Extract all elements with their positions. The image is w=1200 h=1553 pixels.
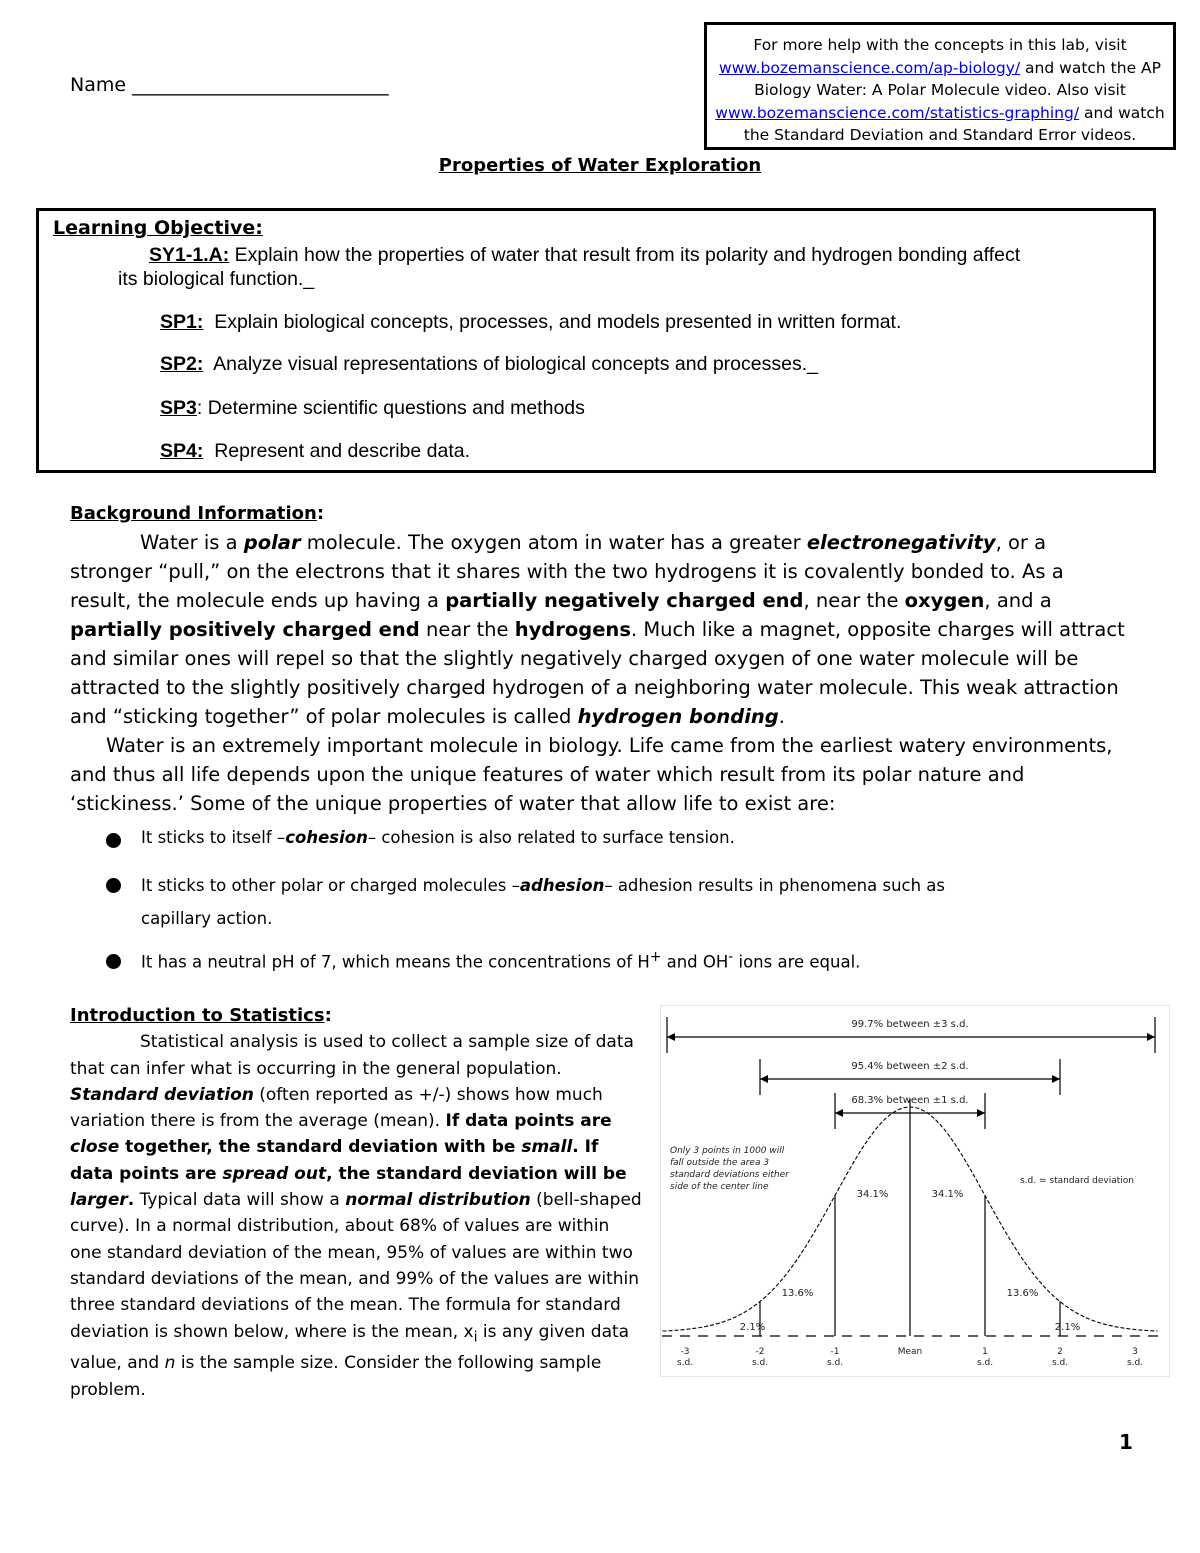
sp2-code: SP2: <box>160 353 204 375</box>
stat-text: Typical data will show a <box>134 1190 346 1211</box>
help-line-3: Biology Water: A Polar Molecule video. Also visit <box>754 81 1126 99</box>
region-label: 13.6% <box>1006 1288 1039 1299</box>
stat-text: (bell-shaped curve). In a normal distribution, about 68% of values are within one standard deviation of the mean, 95% of values are within two standard deviations of the mean, and 99% of the values are within three standard deviations of the mean. The formula for standard deviation is shown below, where is the mean, x <box>70 1190 642 1342</box>
stat-bold: . <box>127 1190 135 1211</box>
page-number: 1 <box>1119 1430 1133 1454</box>
statistics-heading-text: Introduction to Statistics <box>70 1005 325 1026</box>
sp2-line <box>160 353 818 376</box>
sp1-code: SP1: <box>160 311 204 333</box>
term-hydrogens: hydrogens <box>514 618 631 641</box>
bullet-icon <box>106 833 121 848</box>
normal-distribution-chart <box>660 1005 1170 1377</box>
stat-bold: If data points are <box>445 1111 612 1132</box>
sy-code: SY1-1.A: <box>149 244 230 266</box>
sp3-text: : Determine scientific questions and methods <box>196 397 585 419</box>
statistics-paragraph <box>70 1029 645 1403</box>
stat-bold-italic: small <box>521 1137 573 1158</box>
bg-text: , near the <box>803 589 905 612</box>
bullet-text: It sticks to itself – <box>141 828 286 847</box>
sp4-text: Represent and describe data. <box>214 440 471 462</box>
x-tick-label-unit: s.d. <box>1051 1358 1069 1368</box>
background-heading-colon: : <box>316 503 325 524</box>
bullet-text: – adhesion results in phenomena such as capillary action. <box>141 876 946 928</box>
x-tick-label-unit: s.d. <box>976 1358 994 1368</box>
stat-bold: . If data points are <box>70 1137 599 1184</box>
bg-text: molecule. The oxygen atom in water has a greater <box>300 531 807 554</box>
bozeman-ap-biology-link[interactable]: www.bozemanscience.com/ap-biology/ <box>719 58 1021 77</box>
help-line-5: the Standard Deviation and Standard Error videos. <box>743 126 1137 144</box>
sp1-line <box>160 311 901 334</box>
x-tick-label: -1 <box>830 1347 840 1357</box>
x-tick-label-unit: s.d. <box>826 1358 844 1368</box>
bozeman-statistics-link[interactable]: www.bozemanscience.com/statistics-graphing/ <box>715 103 1080 122</box>
superscript: + <box>649 949 662 965</box>
bullet-text: ions are equal. <box>733 952 861 972</box>
sp3-code: SP3 <box>160 397 197 419</box>
sy-objective-cont: its biological function._ <box>118 268 315 290</box>
sp2-text: Analyze visual representations of biological concepts and processes._ <box>213 353 818 375</box>
statistics-heading-colon: : <box>324 1005 332 1026</box>
stat-bold-italic: spread out <box>222 1163 327 1184</box>
statistics-heading <box>70 1003 645 1029</box>
annotation-note: Only 3 points in 1000 will <box>670 1146 785 1156</box>
bg-p2-text: Water is an extremely important molecule in biology. Life came from the earliest watery environments, and thus all life depends upon the unique features of water which result from its polar nature and ‘stickiness.’ Some of the unique properties of water that allow life to exist are: <box>70 734 1113 815</box>
background-heading-text: Background Information <box>70 503 317 524</box>
region-label: 2.1% <box>739 1322 766 1333</box>
bg-text: , and a <box>984 589 1052 612</box>
list-item <box>106 869 1006 935</box>
annotation-note: standard deviations either <box>670 1170 789 1180</box>
bg-text: near the <box>419 618 515 641</box>
bg-text: Water is a <box>140 531 244 554</box>
span-arrowhead-left <box>835 1109 843 1117</box>
annotation-note: fall outside the area 3 <box>670 1158 770 1168</box>
help-line-4 <box>707 102 1173 125</box>
stat-text: is any given data value, and <box>70 1321 630 1374</box>
properties-list <box>106 828 1006 972</box>
sy-text: Explain how the properties of water that result from its polarity and hydrogen bonding affect <box>229 244 1021 266</box>
region-label: 34.1% <box>856 1189 889 1200</box>
background-paragraph-1 <box>70 528 1130 731</box>
learning-objective-heading: Learning Objective: <box>53 217 263 239</box>
term-hydrogen-bonding: hydrogen bonding <box>577 705 779 728</box>
bg-text: , or a stronger “pull,” on the electrons that it shares with the two hydrogens it is covalently bonded to. As a result, the molecule ends up having a <box>70 531 1064 612</box>
term-polar: polar <box>243 531 301 554</box>
stat-text: Statistical analysis is used to collect a sample size of data that can infer what is occurring in the general population. <box>70 1032 634 1079</box>
term-cohesion: cohesion <box>285 828 368 847</box>
background-heading <box>70 503 324 524</box>
bullet-text: It has a neutral pH of 7, which means the concentrations of H <box>141 952 650 972</box>
stat-text: is the sample size. Consider the following sample problem. <box>70 1353 602 1400</box>
stat-italic: n <box>164 1353 176 1374</box>
bg-text: . <box>778 705 785 728</box>
list-item <box>106 828 1006 847</box>
sy-objective <box>149 244 1020 267</box>
stat-bold: together, the standard deviation with be <box>119 1137 522 1158</box>
region-label: 2.1% <box>1054 1322 1081 1333</box>
superscript: - <box>728 949 734 965</box>
span-label: 68.3% between ±1 s.d. <box>851 1095 969 1106</box>
sp1-text: Explain biological concepts, processes, and models presented in written format. <box>214 311 902 333</box>
span-arrowhead-right <box>977 1109 985 1117</box>
term-positive-end: partially positively charged end <box>70 618 420 641</box>
x-tick-label: 2 <box>1057 1347 1063 1357</box>
term-standard-deviation: Standard deviation <box>70 1084 254 1105</box>
term-oxygen: oxygen <box>904 589 985 612</box>
span-label: 99.7% between ±3 s.d. <box>851 1019 969 1030</box>
bullet-text: It sticks to other polar or charged molecules – <box>141 876 520 895</box>
help-box <box>704 22 1176 150</box>
learning-objective-box <box>36 208 1156 473</box>
annotation-sd-legend: s.d. = standard deviation <box>1020 1176 1134 1186</box>
stat-bold-italic: larger <box>70 1190 128 1211</box>
x-tick-label: -2 <box>755 1347 765 1357</box>
bg-text: . Much like a magnet, opposite charges will attract and similar ones will repel so that the slightly negatively charged oxygen of one water molecule will be attracted to the slightly positively charged hydrogen of a neighboring water molecule. This weak attraction and “sticking together” of polar molecules is called <box>70 618 1125 728</box>
sp4-line <box>160 440 470 463</box>
x-tick-label: 3 <box>1132 1347 1138 1357</box>
term-electronegativity: electronegativity <box>806 531 996 554</box>
span-arrowhead-left <box>667 1033 675 1041</box>
term-normal-distribution: normal distribution <box>345 1190 531 1211</box>
region-label: 13.6% <box>781 1288 814 1299</box>
sp4-code: SP4: <box>160 440 204 462</box>
x-tick-label-unit: s.d. <box>676 1358 694 1368</box>
page-title: Properties of Water Exploration <box>438 155 762 176</box>
sp3-line <box>160 397 585 420</box>
term-adhesion: adhesion <box>519 876 605 895</box>
annotation-note: side of the center line <box>670 1182 769 1192</box>
span-arrowhead-right <box>1147 1033 1155 1041</box>
list-item <box>106 949 1006 972</box>
x-tick-label-unit: s.d. <box>751 1358 769 1368</box>
span-arrowhead-right <box>1052 1075 1060 1083</box>
chart-svg <box>660 1005 1170 1377</box>
name-field[interactable]: Name ___________________________ <box>70 74 389 96</box>
background-paragraph-2 <box>70 731 1130 818</box>
bullet-icon <box>106 954 121 969</box>
help-line-4-text: and watch <box>1079 103 1165 122</box>
span-arrowhead-left <box>760 1075 768 1083</box>
help-line-2-text: and watch the AP <box>1020 58 1161 77</box>
bullet-icon <box>106 878 121 893</box>
term-negative-end: partially negatively charged end <box>445 589 804 612</box>
bullet-text: – cohesion is also related to surface tension. <box>367 828 735 847</box>
stat-bold-italic: close <box>70 1137 120 1158</box>
help-line-1: For more help with the concepts in this lab, visit <box>753 36 1127 54</box>
region-label: 34.1% <box>931 1189 964 1200</box>
stat-text: (often reported as +/-) shows how much variation there is from the average (mean). <box>70 1084 603 1132</box>
subscript: i <box>473 1328 478 1345</box>
stat-bold: , the standard deviation will be <box>326 1163 627 1184</box>
x-tick-label-unit: s.d. <box>1126 1358 1144 1368</box>
statistics-section <box>70 1003 645 1403</box>
x-tick-label: Mean <box>897 1347 923 1357</box>
span-label: 95.4% between ±2 s.d. <box>851 1061 969 1072</box>
x-tick-label: 1 <box>982 1347 988 1357</box>
x-tick-label: -3 <box>680 1347 690 1357</box>
help-line-2 <box>707 57 1173 80</box>
bullet-text: and OH <box>661 952 729 972</box>
